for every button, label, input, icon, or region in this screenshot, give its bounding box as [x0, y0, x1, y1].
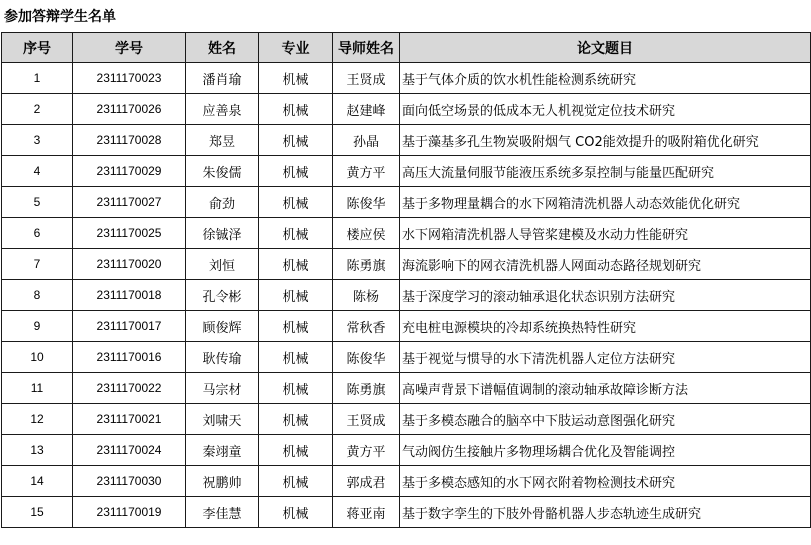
cell-advisor: 陈杨 [333, 280, 400, 311]
header-student-id: 学号 [73, 33, 186, 63]
cell-thesis-title: 高噪声背景下谱幅值调制的滚动轴承故障诊断方法 [400, 373, 811, 404]
cell-major: 机械 [259, 404, 333, 435]
header-major: 专业 [259, 33, 333, 63]
cell-advisor: 郭成君 [333, 466, 400, 497]
cell-major: 机械 [259, 125, 333, 156]
cell-advisor: 楼应侯 [333, 218, 400, 249]
header-advisor: 导师姓名 [333, 33, 400, 63]
table-row [2, 280, 811, 311]
cell-seq: 8 [2, 280, 73, 311]
cell-seq: 11 [2, 373, 73, 404]
cell-seq: 6 [2, 218, 73, 249]
header-row [2, 33, 811, 63]
table-row [2, 373, 811, 404]
cell-thesis-title: 基于多模态感知的水下网衣附着物检测技术研究 [400, 466, 811, 497]
cell-thesis-title: 基于深度学习的滚动轴承退化状态识别方法研究 [400, 280, 811, 311]
cell-thesis-title: 基于藻基多孔生物炭吸附烟气 CO2能效提升的吸附箱优化研究 [400, 125, 811, 156]
cell-major: 机械 [259, 280, 333, 311]
header-name: 姓名 [186, 33, 259, 63]
cell-major: 机械 [259, 497, 333, 528]
cell-student-id: 2311170028 [73, 125, 186, 156]
cell-thesis-title: 基于气体介质的饮水机性能检测系统研究 [400, 63, 811, 94]
cell-name: 马宗材 [186, 373, 259, 404]
cell-seq: 1 [2, 63, 73, 94]
cell-thesis-title: 基于多模态融合的脑卒中下肢运动意图强化研究 [400, 404, 811, 435]
table-row [2, 249, 811, 280]
table-row [2, 94, 811, 125]
cell-name: 祝鹏帅 [186, 466, 259, 497]
header-thesis-title: 论文题目 [400, 33, 811, 63]
cell-advisor: 陈俊华 [333, 342, 400, 373]
cell-thesis-title: 基于数字孪生的下肢外骨骼机器人步态轨迹生成研究 [400, 497, 811, 528]
cell-student-id: 2311170025 [73, 218, 186, 249]
cell-student-id: 2311170017 [73, 311, 186, 342]
cell-advisor: 王贤成 [333, 63, 400, 94]
cell-seq: 14 [2, 466, 73, 497]
cell-student-id: 2311170024 [73, 435, 186, 466]
cell-name: 郑昱 [186, 125, 259, 156]
table-row [2, 497, 811, 528]
cell-name: 徐铖泽 [186, 218, 259, 249]
cell-seq: 7 [2, 249, 73, 280]
cell-student-id: 2311170027 [73, 187, 186, 218]
cell-major: 机械 [259, 466, 333, 497]
cell-seq: 10 [2, 342, 73, 373]
table-row [2, 156, 811, 187]
cell-name: 俞劲 [186, 187, 259, 218]
table-row [2, 125, 811, 156]
cell-seq: 4 [2, 156, 73, 187]
cell-name: 耿传瑜 [186, 342, 259, 373]
table-row [2, 218, 811, 249]
table-row [2, 311, 811, 342]
cell-major: 机械 [259, 311, 333, 342]
cell-thesis-title: 气动阀仿生接触片多物理场耦合优化及智能调控 [400, 435, 811, 466]
cell-seq: 13 [2, 435, 73, 466]
cell-seq: 12 [2, 404, 73, 435]
cell-major: 机械 [259, 63, 333, 94]
cell-advisor: 孙晶 [333, 125, 400, 156]
cell-thesis-title: 高压大流量伺服节能液压系统多泵控制与能量匹配研究 [400, 156, 811, 187]
cell-name: 孔令彬 [186, 280, 259, 311]
cell-name: 应善泉 [186, 94, 259, 125]
cell-name: 刘恒 [186, 249, 259, 280]
cell-advisor: 黄方平 [333, 156, 400, 187]
cell-student-id: 2311170019 [73, 497, 186, 528]
cell-advisor: 陈勇旗 [333, 249, 400, 280]
table-row [2, 187, 811, 218]
cell-student-id: 2311170016 [73, 342, 186, 373]
cell-name: 顾俊辉 [186, 311, 259, 342]
table-row [2, 63, 811, 94]
cell-name: 李佳慧 [186, 497, 259, 528]
cell-name: 朱俊儒 [186, 156, 259, 187]
cell-seq: 3 [2, 125, 73, 156]
cell-advisor: 陈勇旗 [333, 373, 400, 404]
cell-major: 机械 [259, 435, 333, 466]
cell-student-id: 2311170026 [73, 94, 186, 125]
cell-thesis-title: 基于多物理量耦合的水下网箱清洗机器人动态效能优化研究 [400, 187, 811, 218]
cell-student-id: 2311170021 [73, 404, 186, 435]
cell-name: 秦翊童 [186, 435, 259, 466]
cell-advisor: 王贤成 [333, 404, 400, 435]
cell-seq: 2 [2, 94, 73, 125]
cell-thesis-title: 水下网箱清洗机器人导管桨建模及水动力性能研究 [400, 218, 811, 249]
cell-advisor: 陈俊华 [333, 187, 400, 218]
cell-major: 机械 [259, 187, 333, 218]
table-row [2, 342, 811, 373]
cell-thesis-title: 海流影响下的网衣清洗机器人网面动态路径规划研究 [400, 249, 811, 280]
cell-advisor: 黄方平 [333, 435, 400, 466]
cell-seq: 15 [2, 497, 73, 528]
cell-major: 机械 [259, 249, 333, 280]
cell-major: 机械 [259, 94, 333, 125]
cell-advisor: 赵建峰 [333, 94, 400, 125]
student-list-table [1, 32, 811, 528]
cell-advisor: 蒋亚南 [333, 497, 400, 528]
table-body [2, 63, 811, 528]
cell-major: 机械 [259, 218, 333, 249]
cell-student-id: 2311170030 [73, 466, 186, 497]
cell-name: 潘肖瑜 [186, 63, 259, 94]
cell-student-id: 2311170018 [73, 280, 186, 311]
cell-student-id: 2311170029 [73, 156, 186, 187]
table-row [2, 404, 811, 435]
cell-thesis-title: 面向低空场景的低成本无人机视觉定位技术研究 [400, 94, 811, 125]
header-seq: 序号 [2, 33, 73, 63]
table-row [2, 466, 811, 497]
cell-major: 机械 [259, 373, 333, 404]
cell-thesis-title: 基于视觉与惯导的水下清洗机器人定位方法研究 [400, 342, 811, 373]
cell-major: 机械 [259, 156, 333, 187]
cell-major: 机械 [259, 342, 333, 373]
cell-student-id: 2311170023 [73, 63, 186, 94]
sheet-title: 参加答辩学生名单 [4, 9, 116, 25]
cell-student-id: 2311170022 [73, 373, 186, 404]
cell-name: 刘啸天 [186, 404, 259, 435]
cell-thesis-title: 充电桩电源模块的冷却系统换热特性研究 [400, 311, 811, 342]
cell-student-id: 2311170020 [73, 249, 186, 280]
cell-seq: 9 [2, 311, 73, 342]
table-row [2, 435, 811, 466]
cell-advisor: 常秋香 [333, 311, 400, 342]
cell-seq: 5 [2, 187, 73, 218]
